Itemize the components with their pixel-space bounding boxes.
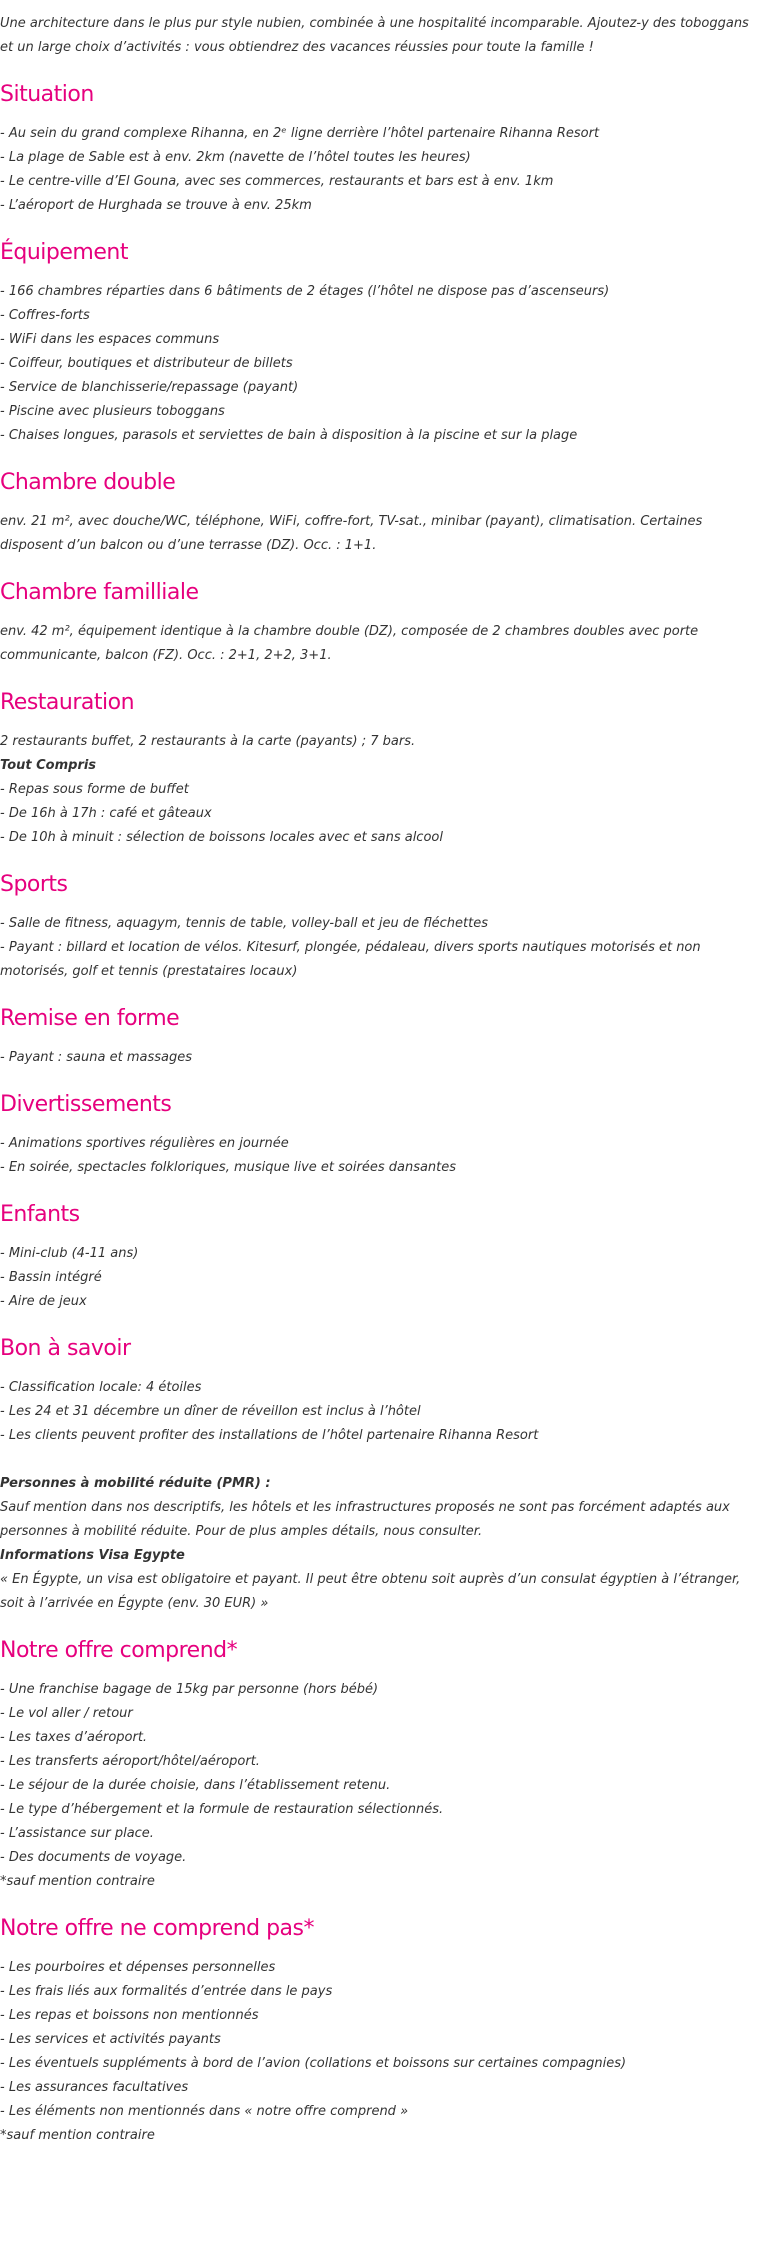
list-item: - 166 chambres réparties dans 6 bâtiments de 2 étages (l’hôtel ne dispose pas d’ascenseurs): [0, 284, 610, 299]
chambre-double-text: env. 21 m², avec douche/WC, téléphone, WiFi, coffre-fort, TV-sat., minibar (payant), climatisation. Certaines disposent d’un balcon ou d’une terrasse (DZ). Occ. : 1+1.: [0, 514, 703, 553]
pmr-text: Sauf mention dans nos descriptifs, les hôtels et les infrastructures proposés ne sont pas forcément adaptés aux personnes à mobilité réduite. Pour de plus amples détails, nous consulter.: [0, 1500, 730, 1539]
list-item: - Service de blanchisserie/repassage (payant): [0, 380, 299, 395]
list-item: - Aire de jeux: [0, 1294, 87, 1309]
offre-ne-comprend-note: *sauf mention contraire: [0, 2128, 155, 2143]
list-item: - Les repas et boissons non mentionnés: [0, 2008, 259, 2023]
list-item: - Chaises longues, parasols et serviettes de bain à disposition à la piscine et sur la plage: [0, 428, 578, 443]
bon-a-savoir-list: [0, 1376, 758, 1448]
list-item: - Les frais liés aux formalités d’entrée dans le pays: [0, 1984, 333, 1999]
list-item: - Payant : billard et location de vélos. Kitesurf, plongée, pédaleau, divers sports nautiques motorisés et non motorisés, golf et tennis (prestataires locaux): [0, 940, 701, 979]
remise-list: [0, 1046, 758, 1070]
list-item: - Payant : sauna et massages: [0, 1050, 192, 1065]
list-item: - Les assurances facultatives: [0, 2080, 189, 2095]
intro-text: Une architecture dans le plus pur style nubien, combinée à une hospitalité incomparable. Ajoutez-y des toboggans et un large choix d’activités : vous obtiendrez des vacances réussies pour toute la famille !: [0, 16, 749, 55]
section-title-restauration: Restauration: [0, 690, 135, 715]
list-item: - Les pourboires et dépenses personnelles: [0, 1960, 276, 1975]
list-item: - Les 24 et 31 décembre un dîner de réveillon est inclus à l’hôtel: [0, 1404, 421, 1419]
sports-list: [0, 912, 758, 984]
list-item: - Salle de fitness, aquagym, tennis de table, volley-ball et jeu de fléchettes: [0, 916, 488, 931]
restauration-list: [0, 778, 758, 850]
section-title-chambre-double: Chambre double: [0, 470, 176, 495]
list-item: - Mini-club (4-11 ans): [0, 1246, 139, 1261]
pmr-title: Personnes à mobilité réduite (PMR) :: [0, 1476, 271, 1491]
list-item: - Les éléments non mentionnés dans « notre offre comprend »: [0, 2104, 409, 2119]
list-item: - Le vol aller / retour: [0, 1706, 133, 1721]
list-item: - Animations sportives régulières en journée: [0, 1136, 289, 1151]
section-title-equipement: Équipement: [0, 240, 128, 265]
spacer: [0, 1448, 758, 1472]
list-item: - De 10h à minuit : sélection de boissons locales avec et sans alcool: [0, 830, 443, 845]
situation-list: [0, 122, 758, 218]
section-title-sports: Sports: [0, 872, 68, 897]
section-title-offre-comprend: Notre offre comprend*: [0, 1638, 238, 1663]
offre-ne-comprend-list: [0, 1956, 758, 2124]
list-item: - En soirée, spectacles folkloriques, musique live et soirées dansantes: [0, 1160, 457, 1175]
section-title-offre-ne-comprend: Notre offre ne comprend pas*: [0, 1916, 315, 1941]
equipement-list: [0, 280, 758, 448]
list-item: - Le centre-ville d’El Gouna, avec ses commerces, restaurants et bars est à env. 1km: [0, 174, 554, 189]
enfants-list: [0, 1242, 758, 1314]
list-item: - Classification locale: 4 étoiles: [0, 1380, 202, 1395]
visa-text: « En Égypte, un visa est obligatoire et payant. Il peut être obtenu soit auprès d’un consulat égyptien à l’étranger, soit à l’arrivée en Égypte (env. 30 EUR) »: [0, 1572, 741, 1611]
list-item: - Coffres-forts: [0, 308, 90, 323]
list-item: - Le séjour de la durée choisie, dans l’établissement retenu.: [0, 1778, 391, 1793]
list-item: - L’aéroport de Hurghada se trouve à env. 25km: [0, 198, 312, 213]
restauration-text: 2 restaurants buffet, 2 restaurants à la carte (payants) ; 7 bars.: [0, 734, 416, 749]
section-title-divertissements: Divertissements: [0, 1092, 172, 1117]
tout-compris-label: Tout Compris: [0, 758, 97, 773]
list-item: - Coiffeur, boutiques et distributeur de billets: [0, 356, 293, 371]
section-title-situation: Situation: [0, 82, 94, 107]
list-item: - L’assistance sur place.: [0, 1826, 154, 1841]
list-item: - Des documents de voyage.: [0, 1850, 187, 1865]
divertissements-list: [0, 1132, 758, 1180]
list-item: - De 16h à 17h : café et gâteaux: [0, 806, 212, 821]
section-title-chambre-familiale: Chambre familliale: [0, 580, 199, 605]
list-item: - Les services et activités payants: [0, 2032, 221, 2047]
chambre-familiale-text: env. 42 m², équipement identique à la chambre double (DZ), composée de 2 chambres doubles avec porte communicante, balcon (FZ). Occ. : 2+1, 2+2, 3+1.: [0, 624, 699, 663]
list-item: - Le type d’hébergement et la formule de restauration sélectionnés.: [0, 1802, 444, 1817]
list-item: - Repas sous forme de buffet: [0, 782, 189, 797]
section-title-bon-a-savoir: Bon à savoir: [0, 1336, 131, 1361]
list-item: - Une franchise bagage de 15kg par personne (hors bébé): [0, 1682, 379, 1697]
list-item: - Piscine avec plusieurs toboggans: [0, 404, 225, 419]
list-item: - Les taxes d’aéroport.: [0, 1730, 148, 1745]
offre-comprend-list: [0, 1678, 758, 1870]
offre-comprend-note: *sauf mention contraire: [0, 1874, 155, 1889]
list-item: - La plage de Sable est à env. 2km (navette de l’hôtel toutes les heures): [0, 150, 471, 165]
section-title-remise-en-forme: Remise en forme: [0, 1006, 180, 1031]
list-item: - Au sein du grand complexe Rihanna, en 2ᵉ ligne derrière l’hôtel partenaire Rihanna Resort: [0, 126, 600, 141]
list-item: - Les éventuels suppléments à bord de l’avion (collations et boissons sur certaines compagnies): [0, 2056, 627, 2071]
list-item: - Les transferts aéroport/hôtel/aéroport.: [0, 1754, 260, 1769]
list-item: - Les clients peuvent profiter des installations de l’hôtel partenaire Rihanna Resort: [0, 1428, 539, 1443]
section-title-enfants: Enfants: [0, 1202, 80, 1227]
list-item: - Bassin intégré: [0, 1270, 102, 1285]
visa-title: Informations Visa Egypte: [0, 1548, 185, 1563]
list-item: - WiFi dans les espaces communs: [0, 332, 220, 347]
